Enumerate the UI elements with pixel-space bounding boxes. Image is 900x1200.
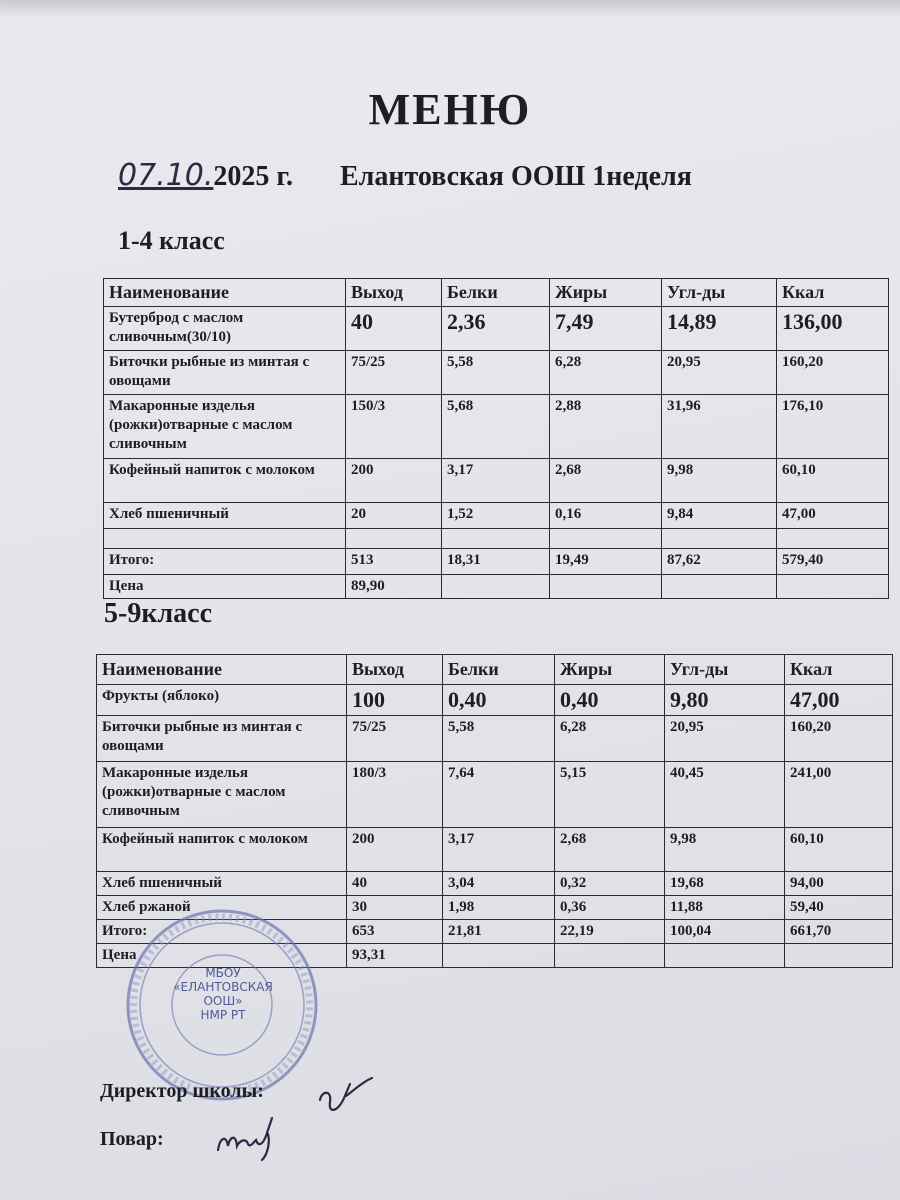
table-row [104,503,889,529]
dish-kcal: 47,00 [777,503,889,529]
total-label: Итого: [97,920,347,944]
total-out: 653 [347,920,443,944]
dish-name: Макаронные изделья (рожки)отварные с маслом сливочным [104,395,346,459]
total-kcal: 661,70 [785,920,893,944]
col-header-fats: Жиры [555,655,665,685]
price-label: Цена [97,944,347,968]
dish-kcal: 60,10 [777,459,889,503]
total-proteins: 18,31 [442,549,550,575]
dish-proteins: 1,98 [443,896,555,920]
dish-carbs: 9,98 [662,459,777,503]
dish-kcal: 60,10 [785,828,893,872]
table-row [104,395,889,459]
total-out: 513 [346,549,442,575]
director-signature-icon [312,1070,382,1120]
dish-kcal: 241,00 [785,762,893,828]
dish-carbs: 9,98 [665,828,785,872]
stamp-text [168,966,278,1022]
dish-name: Макаронные изделья (рожки)отварные с маслом сливочным [97,762,347,828]
date-line [118,158,692,193]
dish-proteins: 3,04 [443,872,555,896]
dish-kcal: 160,20 [785,716,893,762]
dish-carbs: 19,68 [665,872,785,896]
total-row [104,549,889,575]
cook-label: Повар: [100,1128,164,1150]
price-value: 93,31 [347,944,443,968]
dish-out: 40 [347,872,443,896]
dish-carbs: 11,88 [665,896,785,920]
dish-name: Хлеб ржаной [97,896,347,920]
dish-carbs: 40,45 [665,762,785,828]
col-header-kcal: Ккал [777,279,889,307]
dish-carbs: 9,84 [662,503,777,529]
dish-proteins: 3,17 [442,459,550,503]
table-row [97,828,893,872]
year-suffix: 2025 г. [213,161,293,192]
dish-kcal: 136,00 [777,307,889,351]
dish-name: Кофейный напиток с молоком [97,828,347,872]
dish-carbs: 20,95 [662,351,777,395]
dish-kcal: 176,10 [777,395,889,459]
dish-fats: 6,28 [555,716,665,762]
price-value: 89,90 [346,575,442,599]
page-title: МЕНЮ [368,85,532,134]
total-kcal: 579,40 [777,549,889,575]
dish-fats: 7,49 [550,307,662,351]
table-header-row [104,279,889,307]
stamp-line-3: ООШ» [203,994,243,1008]
col-header-fats: Жиры [550,279,662,307]
dish-proteins: 5,58 [443,716,555,762]
dish-out: 75/25 [346,351,442,395]
menu-table-1-4 [103,278,889,599]
dish-out: 40 [346,307,442,351]
col-header-out: Выход [347,655,443,685]
empty-row [104,529,889,549]
stamp-line-4: НМР РТ [200,1008,246,1022]
dish-name: Биточки рыбные из минтая с овощами [104,351,346,395]
col-header-out: Выход [346,279,442,307]
dish-carbs: 14,89 [662,307,777,351]
dish-proteins: 5,58 [442,351,550,395]
table-row [104,351,889,395]
price-label: Цена [104,575,346,599]
col-header-name: Наименование [104,279,346,307]
section-1-heading: 1-4 класс [118,226,225,255]
dish-fats: 5,15 [555,762,665,828]
total-fats: 19,49 [550,549,662,575]
col-header-proteins: Белки [442,279,550,307]
dish-out: 200 [347,828,443,872]
paper-shadow [0,0,900,18]
col-header-carbs: Угл-ды [665,655,785,685]
dish-out: 180/3 [347,762,443,828]
dish-proteins: 0,40 [443,685,555,716]
dish-fats: 6,28 [550,351,662,395]
dish-fats: 0,36 [555,896,665,920]
dish-name: Кофейный напиток с молоком [104,459,346,503]
dish-fats: 0,40 [555,685,665,716]
dish-name: Хлеб пшеничный [104,503,346,529]
table-row [104,307,889,351]
dish-proteins: 5,68 [442,395,550,459]
dish-carbs: 20,95 [665,716,785,762]
total-label: Итого: [104,549,346,575]
cook-signature-icon [210,1112,290,1167]
dish-out: 30 [347,896,443,920]
dish-kcal: 94,00 [785,872,893,896]
col-header-name: Наименование [97,655,347,685]
dish-fats: 2,68 [550,459,662,503]
total-proteins: 21,81 [443,920,555,944]
dish-name: Бутерброд с маслом сливочным(30/10) [104,307,346,351]
total-carbs: 87,62 [662,549,777,575]
dish-fats: 0,16 [550,503,662,529]
table-row [97,762,893,828]
dish-name: Биточки рыбные из минтая с овощами [97,716,347,762]
stamp-line-2: «ЕЛАНТОВСКАЯ [173,980,273,994]
col-header-proteins: Белки [443,655,555,685]
dish-out: 20 [346,503,442,529]
dish-out: 100 [347,685,443,716]
dish-name: Хлеб пшеничный [97,872,347,896]
total-fats: 22,19 [555,920,665,944]
dish-out: 200 [346,459,442,503]
dish-proteins: 1,52 [442,503,550,529]
table-row [97,872,893,896]
dish-fats: 0,32 [555,872,665,896]
table-row [97,716,893,762]
dish-proteins: 3,17 [443,828,555,872]
price-row [104,575,889,599]
dish-carbs: 9,80 [665,685,785,716]
total-carbs: 100,04 [665,920,785,944]
director-label: Директор школы: [100,1080,264,1102]
col-header-carbs: Угл-ды [662,279,777,307]
table-header-row [97,655,893,685]
dish-name: Фрукты (яблоко) [97,685,347,716]
table-row [97,685,893,716]
dish-fats: 2,68 [555,828,665,872]
dish-kcal: 59,40 [785,896,893,920]
dish-kcal: 160,20 [777,351,889,395]
col-header-kcal: Ккал [785,655,893,685]
dish-carbs: 31,96 [662,395,777,459]
handwritten-date: 07.10. [118,158,214,193]
dish-kcal: 47,00 [785,685,893,716]
section-2-heading: 5-9класс [104,598,213,629]
dish-fats: 2,88 [550,395,662,459]
stamp-line-1: МБОУ [205,966,241,980]
dish-out: 150/3 [346,395,442,459]
school-name: Елантовская ООШ 1неделя [339,161,692,192]
table-row [104,459,889,503]
dish-proteins: 2,36 [442,307,550,351]
dish-proteins: 7,64 [443,762,555,828]
dish-out: 75/25 [347,716,443,762]
